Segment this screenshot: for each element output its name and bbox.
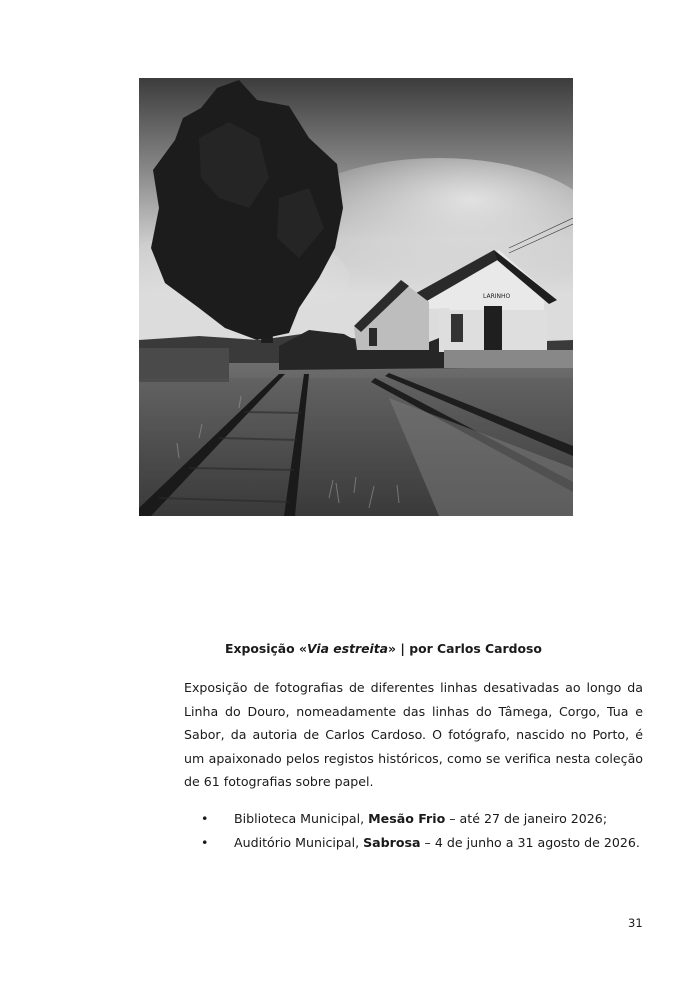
bullet-icon: •	[201, 811, 209, 826]
venue-item: • Biblioteca Municipal, Mesão Frio – até 27 de janeiro 2026;	[184, 807, 644, 831]
venue-item: • Auditório Municipal, Sabrosa – 4 de junho a 31 agosto de 2026.	[184, 831, 644, 855]
page-number: 31	[628, 916, 643, 930]
exhibition-description: Exposição de fotografias de diferentes linhas desativadas ao longo da Linha do Douro, nomeadamente das linhas do Tâmega, Corgo, Tua e Sabor, da autoria de Carlos Cardoso. O fotógrafo, nascido no Porto, é um apaixonado pelos registos históricos, como se verifica nesta coleção de 61 fotografias sobre papel.	[184, 680, 643, 790]
exhibition-heading	[225, 641, 542, 656]
venue-place: Sabrosa	[363, 835, 421, 850]
bullet-icon: •	[201, 835, 209, 850]
heading-prefix: Exposição «	[225, 641, 307, 656]
venue-place: Mesão Frio	[368, 811, 446, 826]
venue-list	[184, 807, 644, 855]
heading-title: Via estreita	[307, 641, 389, 656]
railway-station-photo	[139, 78, 573, 516]
station-sign: LARINHO	[483, 293, 511, 300]
heading-suffix: » | por Carlos Cardoso	[388, 641, 542, 656]
